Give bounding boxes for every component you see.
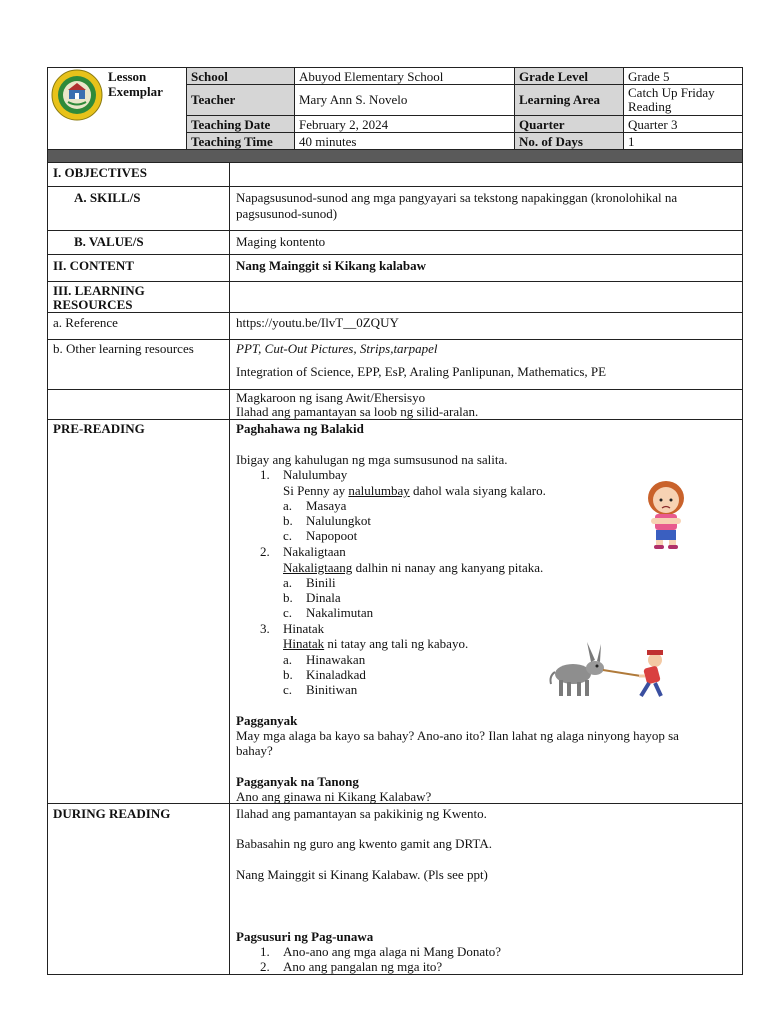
learning-area-value-line2: Reading bbox=[628, 99, 672, 114]
choice-letter: b. bbox=[283, 513, 293, 528]
during-reading-line2: Babasahin ng guro ang kwento gamit ang DRTA. bbox=[236, 836, 492, 851]
analysis-question-number: 1. bbox=[260, 944, 270, 959]
section-divider-bar bbox=[48, 150, 742, 162]
other-resources-label: b. Other learning resources bbox=[53, 341, 194, 356]
teacher-label: Teacher bbox=[191, 92, 236, 107]
donkey-pulling-illustration bbox=[545, 638, 675, 702]
analysis-question-number: 2. bbox=[260, 959, 270, 974]
value-text: Maging kontento bbox=[236, 234, 326, 249]
teaching-time-value: 40 minutes bbox=[299, 134, 357, 149]
vocab-item-sentence: Nakaligtaang dalhin ni nanay ang kanyang pitaka. bbox=[283, 560, 544, 575]
choice-letter: c. bbox=[283, 682, 293, 697]
grade-level-value: Grade 5 bbox=[628, 69, 670, 84]
other-resources-materials: PPT, Cut-Out Pictures, Strips,tarpapel bbox=[236, 341, 438, 356]
pre-reading-title: Paghahawa ng Balakid bbox=[236, 421, 364, 436]
vocab-item-word: Nalulumbay bbox=[283, 467, 348, 482]
during-reading-label: DURING READING bbox=[53, 806, 171, 821]
choice-text: Binitiwan bbox=[306, 682, 358, 697]
motivation-line1: May mga alaga ba kayo sa bahay? Ano-ano ito? Ilan lahat ng alaga ninyong hayop sa bbox=[236, 728, 679, 743]
choice-text: Binili bbox=[306, 575, 336, 590]
during-reading-line3: Nang Mainggit si Kinang Kalabaw. (Pls see ppt) bbox=[236, 867, 488, 882]
during-reading-line1: Ilahad ang pamantayan sa pakikinig ng Kwento. bbox=[236, 806, 487, 821]
activity-line1: Magkaroon ng isang Awit/Ehersisyo bbox=[236, 390, 426, 405]
objectives-heading: I. OBJECTIVES bbox=[53, 165, 147, 180]
school-seal-logo bbox=[51, 69, 103, 121]
quarter-value: Quarter 3 bbox=[628, 117, 678, 132]
vocab-item-sentence: Hinatak ni tatay ang tali ng kabayo. bbox=[283, 636, 469, 651]
choice-text: Nakalimutan bbox=[306, 605, 374, 620]
motivation-question-text: Ano ang ginawa ni Kikang Kalabaw? bbox=[236, 789, 432, 804]
resources-heading-line2: RESOURCES bbox=[53, 297, 133, 312]
teaching-date-value: February 2, 2024 bbox=[299, 117, 389, 132]
vocab-item-number: 1. bbox=[260, 467, 270, 482]
choice-letter: a. bbox=[283, 652, 293, 667]
choice-text: Dinala bbox=[306, 590, 341, 605]
choice-letter: b. bbox=[283, 590, 293, 605]
other-resources-integration: Integration of Science, EPP, EsP, Araling Panlipunan, Mathematics, PE bbox=[236, 364, 607, 379]
analysis-question: Ano-ano ang mga alaga ni Mang Donato? bbox=[283, 944, 502, 959]
days-label: No. of Days bbox=[519, 134, 583, 149]
analysis-title: Pagsusuri ng Pag-unawa bbox=[236, 929, 374, 944]
vocab-item-number: 3. bbox=[260, 621, 270, 636]
choice-text: Masaya bbox=[306, 498, 347, 513]
skill-text-line1: Napagsusunod-sunod ang mga pangyayari sa tekstong napakinggan (kronolohikal na bbox=[236, 190, 678, 205]
school-value: Abuyod Elementary School bbox=[299, 69, 444, 84]
lesson-title-line2: Exemplar bbox=[108, 84, 163, 99]
motivation-title: Pagganyak bbox=[236, 713, 298, 728]
teacher-value: Mary Ann S. Novelo bbox=[299, 92, 408, 107]
choice-letter: a. bbox=[283, 498, 293, 513]
motivation-line2: bahay? bbox=[236, 743, 273, 758]
value-label: B. VALUE/S bbox=[74, 234, 144, 249]
choice-letter: b. bbox=[283, 667, 293, 682]
teaching-time-label: Teaching Time bbox=[191, 134, 273, 149]
reference-label: a. Reference bbox=[53, 315, 118, 330]
vocab-item-word: Nakaligtaan bbox=[283, 544, 346, 559]
choice-text: Nalulungkot bbox=[306, 513, 371, 528]
analysis-question: Ano ang pangalan ng mga ito? bbox=[283, 959, 443, 974]
sad-girl-illustration bbox=[643, 478, 689, 550]
vocab-item-word: Hinatak bbox=[283, 621, 325, 636]
activity-line2: Ilahad ang pamantayan sa loob ng silid-aralan. bbox=[236, 404, 479, 419]
days-value: 1 bbox=[628, 134, 635, 149]
skill-label: A. SKILL/S bbox=[74, 190, 141, 205]
lesson-title-line1: Lesson bbox=[108, 69, 147, 84]
choice-text: Hinawakan bbox=[306, 652, 366, 667]
pre-reading-instruction: Ibigay ang kahulugan ng mga sumsusunod na salita. bbox=[236, 452, 508, 467]
grade-level-label: Grade Level bbox=[519, 69, 588, 84]
resources-heading-line1: III. LEARNING bbox=[53, 283, 145, 298]
choice-letter: c. bbox=[283, 528, 293, 543]
teaching-date-label: Teaching Date bbox=[191, 117, 271, 132]
choice-letter: c. bbox=[283, 605, 293, 620]
choice-text: Kinaladkad bbox=[306, 667, 366, 682]
quarter-label: Quarter bbox=[519, 117, 565, 132]
learning-area-value-line1: Catch Up Friday bbox=[628, 85, 715, 100]
content-heading: II. CONTENT bbox=[53, 258, 134, 273]
learning-area-label: Learning Area bbox=[519, 92, 601, 107]
school-label: School bbox=[191, 69, 228, 84]
reference-link[interactable]: https://youtu.be/IlvT__0ZQUY bbox=[236, 315, 399, 330]
skill-text-line2: pagsusunod-sunod) bbox=[236, 206, 338, 221]
choice-letter: a. bbox=[283, 575, 293, 590]
pre-reading-label: PRE-READING bbox=[53, 421, 145, 436]
motivation-question-title: Pagganyak na Tanong bbox=[236, 774, 359, 789]
content-text: Nang Mainggit si Kikang kalabaw bbox=[236, 258, 426, 273]
vocab-item-number: 2. bbox=[260, 544, 270, 559]
vocab-item-sentence: Si Penny ay nalulumbay dahol wala siyang kalaro. bbox=[283, 483, 546, 498]
choice-text: Napopoot bbox=[306, 528, 358, 543]
